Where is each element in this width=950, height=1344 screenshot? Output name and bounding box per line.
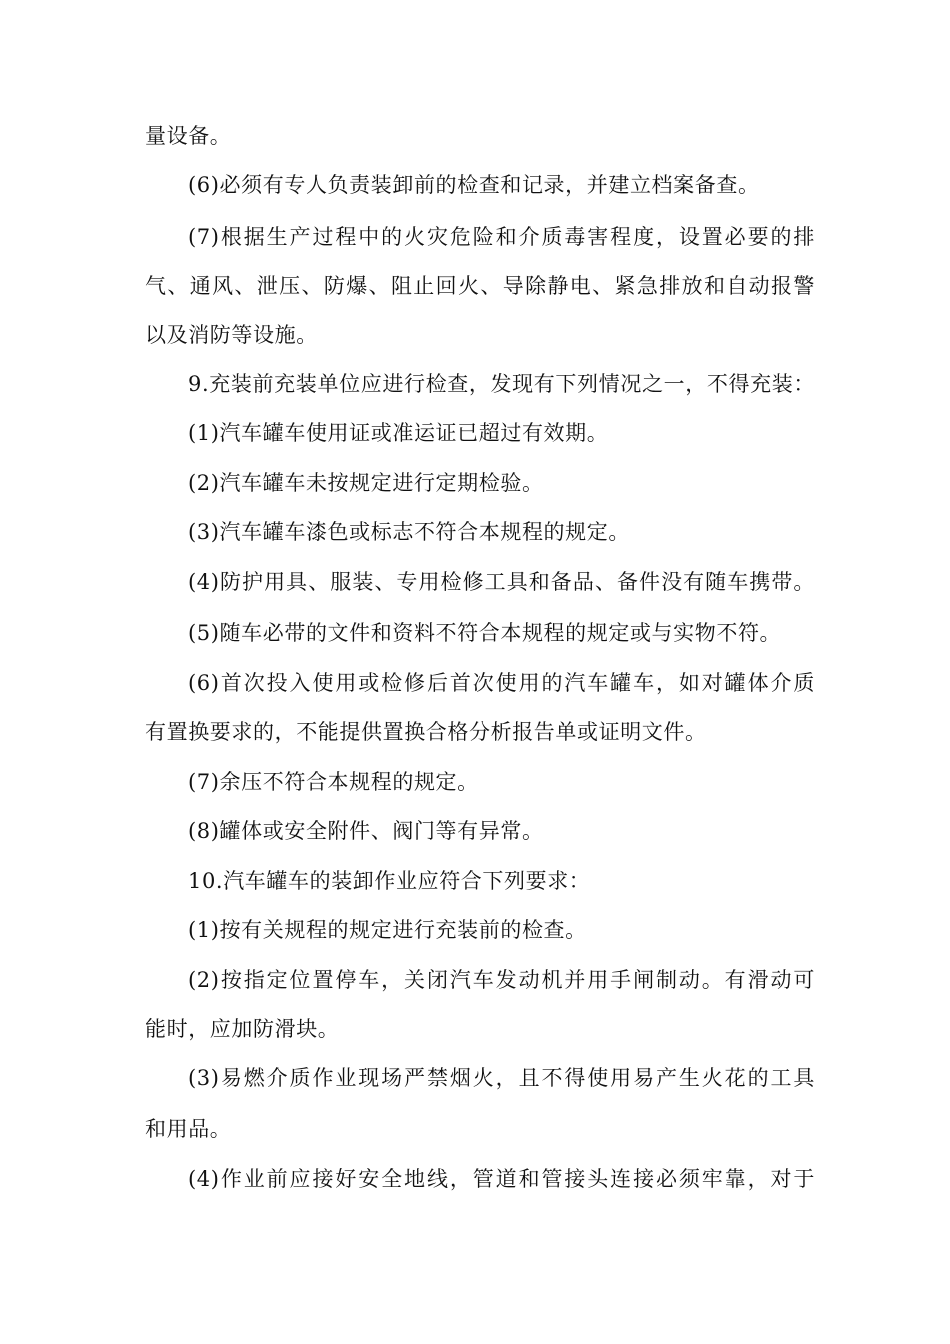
text-line: (5)随车必带的文件和资料不符合本规程的规定或与实物不符。 (188, 621, 782, 645)
text-line: (7)根据生产过程中的火灾危险和介质毒害程度，设置必要的排 (188, 225, 815, 249)
text-line: 能时，应加防滑块。 (145, 1017, 340, 1041)
text-line: (6)首次投入使用或检修后首次使用的汽车罐车，如对罐体介质 (188, 671, 815, 695)
text-line: (2)按指定位置停车，关闭汽车发动机并用手闸制动。有滑动可 (188, 968, 815, 992)
text-line: (8)罐体或安全附件、阀门等有异常。 (188, 819, 544, 843)
text-line: (6)必须有专人负责装卸前的检查和记录，并建立档案备查。 (188, 173, 760, 197)
text-line: (1)按有关规程的规定进行充装前的检查。 (188, 918, 587, 942)
text-line: 以及消防等设施。 (145, 323, 318, 347)
text-line: 量设备。 (145, 124, 232, 148)
text-line: (1)汽车罐车使用证或准运证已超过有效期。 (188, 421, 609, 445)
text-line: 有置换要求的，不能提供置换合格分析报告单或证明文件。 (145, 720, 707, 744)
text-line: (7)余压不符合本规程的规定。 (188, 770, 479, 794)
text-line: (2)汽车罐车未按规定进行定期检验。 (188, 471, 544, 495)
text-line: 气、通风、泄压、防爆、阻止回火、导除静电、紧急排放和自动报警 (145, 274, 815, 298)
text-line: (3)易燃介质作业现场严禁烟火，且不得使用易产生火花的工具 (188, 1066, 815, 1090)
text-line: (4)防护用具、服装、专用检修工具和备品、备件没有随车携带。 (188, 570, 815, 594)
text-line: (3)汽车罐车漆色或标志不符合本规程的规定。 (188, 520, 630, 544)
text-line: (4)作业前应接好安全地线，管道和管接头连接必须牢靠，对于 (188, 1167, 815, 1191)
text-line: 和用品。 (145, 1117, 232, 1141)
text-line: 10.汽车罐车的装卸作业应符合下列要求： (188, 869, 591, 893)
text-line: 9.充装前充装单位应进行检查，发现有下列情况之一，不得充装： (188, 372, 815, 396)
